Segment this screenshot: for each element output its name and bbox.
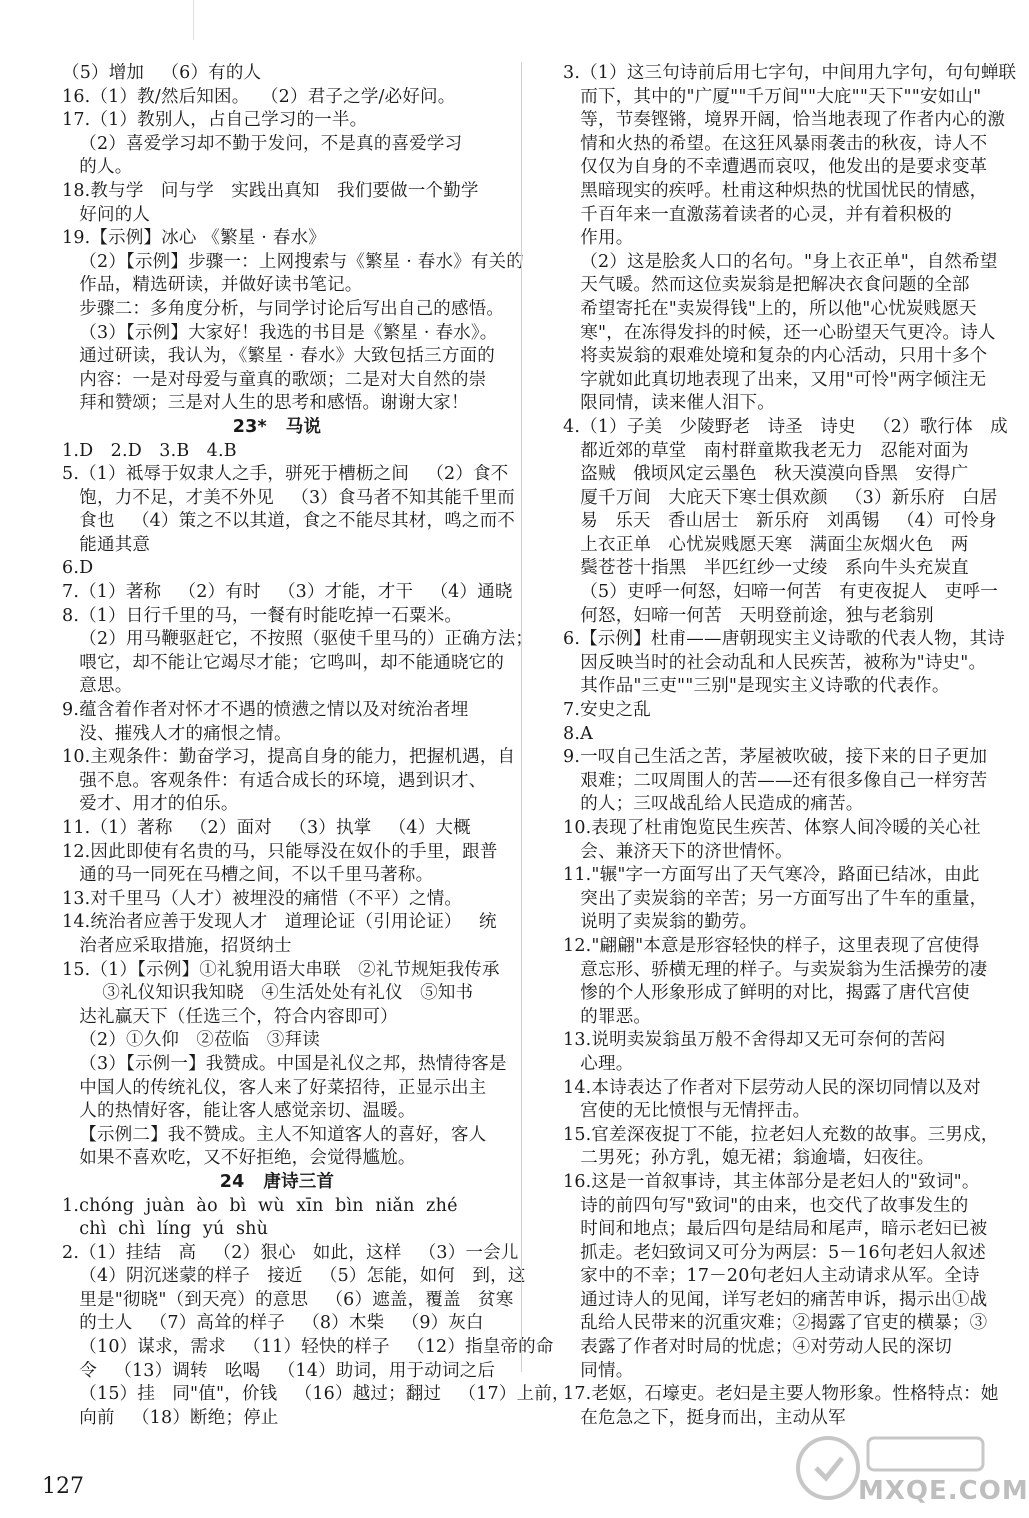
answer-line: （2）①久仰 ②莅临 ③拜读: [62, 1030, 320, 1051]
answer-line: chì chì líng yú shù: [62, 1219, 269, 1240]
answer-line: 情和火热的希望。在这狂风暴雨袭击的秋夜，诗人不: [563, 133, 988, 154]
answer-line: 食也 （4）策之不以其道，食之不能尽其材，鸣之而不: [62, 511, 516, 532]
answer-line: 1.chóng juàn ào bì wù xīn bìn niǎn zhé: [62, 1195, 458, 1216]
answer-line: 13.对千里马（人才）被埋没的痛惜（不平）之情。: [62, 888, 463, 909]
answer-line: 会、兼济天下的济世情怀。: [563, 841, 793, 862]
watermark: [788, 1428, 1029, 1514]
answer-line: 厦千万间 大庇天下寒士俱欢颜 （3）新乐府 白居: [563, 487, 998, 508]
answer-line: 14.统治者应善于发现人才 道理论证（引用论证） 统: [62, 912, 497, 933]
answer-line: 2.（1）挂结 高 （2）狠心 如此，这样 （3）一会儿: [62, 1242, 519, 1263]
answer-line: 18.教与学 问与学 实践出真知 我们要做一个勤学: [62, 180, 479, 201]
answer-line: 5.（1）祗辱于奴隶人之手，骈死于槽枥之间 （2）食不: [62, 464, 509, 485]
answer-line: 通的马一同死在马槽之间，不以千里马著称。: [62, 865, 434, 886]
answer-line: 16.这是一首叙事诗，其主体部分是老妇人的"致词"。: [563, 1171, 980, 1192]
answer-line: 1.D 2.D 3.B 4.B: [62, 440, 237, 461]
answer-line: 中国人的传统礼仪，客人来了好菜招待，正显示出主: [62, 1077, 487, 1098]
answer-line: 的罪恶。: [563, 1006, 652, 1027]
answer-line: 乱给人民带来的沉重灾难；②揭露了官吏的横暴；③: [563, 1313, 988, 1334]
answer-line: 何怒，妇啼一何苦 天明登前途，独与老翁别: [563, 605, 934, 626]
answer-line: 等，节奏铿锵，境界开阔，恰当地表现了作者内心的激: [563, 110, 1006, 131]
answer-line: 14.本诗表达了作者对下层劳动人民的深切同情以及对: [563, 1077, 981, 1098]
answer-line: 黑暗现实的疾呼。杜甫这种炽热的忧国忧民的情感，: [563, 180, 988, 201]
answer-line: 向前 （18）断绝；停止: [62, 1407, 279, 1428]
answer-line: 拜和赞颂；三是对人生的思考和感悟。谢谢大家！: [62, 393, 469, 414]
answer-line: 突出了卖炭翁的辛苦；另一方面写出了牛车的重量，: [563, 888, 988, 909]
answer-line: 其作品"三吏""三别"是现实主义诗歌的代表作。: [563, 676, 950, 697]
answer-line: 喂它，却不能让它竭尽才能；它鸣叫，却不能通晓它的: [62, 652, 505, 673]
answer-line: 寒"，在冻得发抖的时候，还一心盼望天气更冷。诗人: [563, 322, 996, 343]
answer-line: 8.A: [563, 723, 593, 744]
answer-line: 因反映当时的社会动乱和人民疾苦，被称为"诗史"。: [563, 652, 987, 673]
answer-line: 好问的人: [62, 204, 151, 225]
answer-line: 如果不喜欢吃，又不好拒绝，会觉得尴尬。: [62, 1148, 416, 1169]
answer-line: 爱才、用才的伯乐。: [62, 794, 239, 815]
right-column: [563, 62, 1017, 1430]
answer-line: （10）谋求，需求 （11）轻快的样子 （12）指皇帝的命: [62, 1337, 554, 1358]
answer-line: （2）【示例】步骤一：上网搜索与《繁星 · 春水》有关的: [62, 251, 524, 272]
answer-line: 达礼赢天下（任选三个，符合内容即可）: [62, 1006, 398, 1027]
answer-line: 治者应采取措施，招贤纳士: [62, 935, 292, 956]
answer-line: （5）增加 （6）有的人: [62, 63, 262, 83]
answer-line: 上衣正单 心忧炭贱愿天寒 满面尘灰烟火色 两: [563, 534, 969, 555]
left-column: [62, 62, 570, 1430]
answer-line: （5）吏呼一何怒，妇啼一何苦 有吏夜捉人 吏呼一: [563, 582, 998, 603]
answer-line: 能通其意: [62, 534, 151, 555]
answer-line: 7.安史之乱: [563, 700, 651, 721]
answer-line: 易 乐天 香山居士 新乐府 刘禹锡 （4）可怜身: [563, 511, 997, 532]
answer-line: 强不息。客观条件：有适合成长的环境，遇到识才、: [62, 770, 487, 791]
answer-line: 的人；三叹战乱给人民造成的痛苦。: [563, 794, 864, 815]
answer-line: 希望寄托在"卖炭得钱"上的，所以他"心忧炭贱愿天: [563, 298, 977, 319]
answer-line: 家中的不幸；17－20句老妇人主动请求从军。全诗: [563, 1266, 980, 1287]
page-number: 127: [42, 1474, 84, 1499]
answer-line: 10.主观条件：勤奋学习，提高自身的能力，把握机遇，自: [62, 747, 516, 768]
answer-line: 都近郊的草堂 南村群童欺我老无力 忍能对面为: [563, 440, 969, 461]
answer-line: 10.表现了杜甫饱览民生疾苦、体察人间冷暖的关心社: [563, 818, 981, 838]
answer-line: 的士人 （7）高耸的样子 （8）木柴 （9）灰白: [62, 1313, 484, 1334]
answer-line: 15.官差深夜捉丁不能，拉老妇人充数的故事。三男戍，: [563, 1124, 999, 1145]
answer-line: 【示例二】我不赞成。主人不知道客人的喜好，客人: [62, 1124, 487, 1145]
answer-line: （15）挂 同"值"，价钱 （16）越过；翻过 （17）上前，: [62, 1384, 570, 1405]
section-heading: 24 唐诗三首: [219, 1171, 335, 1192]
section-heading: 23* 马说: [232, 416, 322, 437]
answer-line: （2）这是脍炙人口的名句。"身上衣正单"，自然希望: [563, 251, 998, 272]
answer-line: 6.D: [62, 558, 94, 579]
answer-line: 天气暖。然而这位卖炭翁是把解决衣食问题的全部: [563, 275, 970, 296]
answer-line: 限同情，读来催人泪下。: [563, 393, 775, 414]
answer-line: ③礼仪知识我知晓 ④生活处处有礼仪 ⑤知书: [62, 983, 474, 1004]
answer-line: 作用。: [563, 228, 634, 249]
answer-line: 艰难；二叹周围人的苦——还有很多像自己一样穷苦: [563, 770, 988, 791]
answer-line: 通过研读，我认为，《繁星 · 春水》大致包括三方面的: [62, 346, 495, 367]
answer-line: 在危急之下，挺身而出，主动从军: [563, 1407, 846, 1428]
answer-line: 8.（1）日行千里的马，一餐有时能吃掉一石粟米。: [62, 605, 463, 626]
answer-line: 7.（1）著称 （2）有时 （3）才能，才干 （4）通晓: [62, 582, 513, 603]
answer-line: 内容：一是对母爱与童真的歌颂；二是对大自然的崇: [62, 369, 487, 390]
answer-line: 表露了作者对时局的忧虑；④对劳动人民的深切: [563, 1337, 952, 1358]
answer-line: 11.（1）著称 （2）面对 （3）执掌 （4）大概: [62, 818, 471, 838]
watermark-text: MXQE.COM: [858, 1476, 1029, 1506]
answer-line: 里是"彻晓"（到天亮）的意思 （6）遮盖，覆盖 贫寒: [62, 1289, 514, 1310]
answer-line: （3）【示例】大家好！我选的书目是《繁星 · 春水》。: [62, 322, 498, 343]
answer-line: 诗的前四句写"致词"的由来，也交代了故事发生的: [563, 1195, 969, 1216]
answer-line: 的人。: [62, 157, 133, 178]
answer-line: 字就如此真切地表现了出来，又用"可怜"两字倾注无: [563, 369, 987, 390]
answer-line: 19.【示例】冰心 《繁星 · 春水》: [62, 228, 326, 249]
answer-line: 步骤二：多角度分析，与同学讨论后写出自己的感悟。: [62, 298, 505, 319]
answer-line: 4.（1）子美 少陵野老 诗圣 诗史 （2）歌行体 成: [563, 416, 1008, 437]
answer-line: 作品，精选研读，并做好读书笔记。: [62, 275, 363, 296]
answer-line: 意忘形、骄横无理的样子。与卖炭翁为生活操劳的凄: [563, 959, 988, 980]
answer-line: 9.蕴含着作者对怀才不遇的愤懑之情以及对统治者埋: [62, 700, 469, 721]
answer-line: 15.（1）【示例】①礼貌用语大串联 ②礼节规矩我传承: [62, 959, 500, 980]
answer-line: 说明了卖炭翁的勤劳。: [563, 912, 758, 933]
answer-line: （2）用马鞭驱赶它，不按照（驱使千里马的）正确方法；: [62, 629, 534, 650]
answer-line: 12.因此即使有名贵的马，只能辱没在奴仆的手里，跟普: [62, 841, 498, 862]
answer-line: 千百年来一直激荡着读者的心灵，并有着积极的: [563, 204, 952, 225]
answer-line: 盗贼 俄顷风定云墨色 秋天漠漠向昏黑 安得广: [563, 464, 969, 485]
answer-line: 二男死；孙方乳，媳无裙；翁逾墙，妇夜往。: [563, 1148, 935, 1169]
answer-line: 抓走。老妇致词又可分为两层：5－16句老妇人叙述: [563, 1242, 986, 1263]
answer-line: 16.（1）教/然后知困。 （2）君子之学/必好问。: [62, 86, 456, 107]
answer-line: 鬓苍苍十指黑 半匹红纱一丈绫 系向牛头充炭直: [563, 558, 969, 579]
answer-line: 同情。: [563, 1360, 634, 1381]
answer-line: 时间和地点；最后四句是结局和尾声，暗示老妇已被: [563, 1219, 988, 1240]
answer-line: （3）【示例一】我赞成。中国是礼仪之邦，热情待客是: [62, 1053, 507, 1074]
answer-line: 17.（1）教别人，占自己学习的一半。: [62, 110, 368, 131]
answer-line: （4）阴沉迷蒙的样子 接近 （5）怎能，如何 到，这: [62, 1266, 526, 1287]
answer-line: 心理。: [563, 1053, 634, 1074]
answer-line: 宫使的无比愤恨与无情抨击。: [563, 1101, 811, 1122]
answer-line: 13.说明卖炭翁虽万般不舍得却又无可奈何的苦闷: [563, 1030, 946, 1051]
answer-line: （2）喜爱学习却不勤于发问，不是真的喜爱学习: [62, 133, 463, 154]
answer-line: 17.老妪，石壕吏。老妇是主要人物形象。性格特点：她: [563, 1384, 999, 1405]
answer-line: 9.一叹自己生活之苦，茅屋被吹破，接下来的日子更加: [563, 747, 988, 768]
answer-line: 6.【示例】杜甫——唐朝现实主义诗歌的代表人物，其诗: [563, 629, 1005, 650]
answer-line: 将卖炭翁的艰难处境和复杂的内心活动，只用十多个: [563, 346, 988, 367]
answer-line: 而下，其中的"广厦""千万间""大庇""天下""安如山": [563, 86, 982, 107]
answer-line: 12."翩翩"本意是形容轻快的样子，这里表现了宫使得: [563, 935, 980, 956]
answer-line: 3.（1）这三句诗前后用七字句，中间用九字句，句句蝉联: [563, 63, 1017, 83]
fold-line: [193, 0, 194, 40]
answer-line: 通过诗人的见闻，详写老妇的痛苦申诉，揭示出①战: [563, 1289, 988, 1310]
answer-line: 11."辗"字一方面写出了天气寒冷，路面已结冰，由此: [563, 865, 980, 886]
answer-line: 饱，力不足，才美不外见 （3）食马者不知其能千里而: [62, 487, 516, 508]
answer-line: 惨的个人形象形成了鲜明的对比，揭露了唐代宫使: [563, 983, 970, 1004]
answer-line: 令 （13）调转 吆喝 （14）助词，用于动词之后: [62, 1360, 496, 1381]
answer-line: 没、摧残人才的痛恨之情。: [62, 723, 292, 744]
answer-line: 人的热情好客，能让客人感觉亲切、温暖。: [62, 1101, 416, 1122]
column-divider: [521, 62, 522, 1372]
answer-line: 仅仅为自身的不幸遭遇而哀叹，他发出的是要求变革: [563, 157, 988, 178]
answer-line: 意思。: [62, 676, 133, 697]
